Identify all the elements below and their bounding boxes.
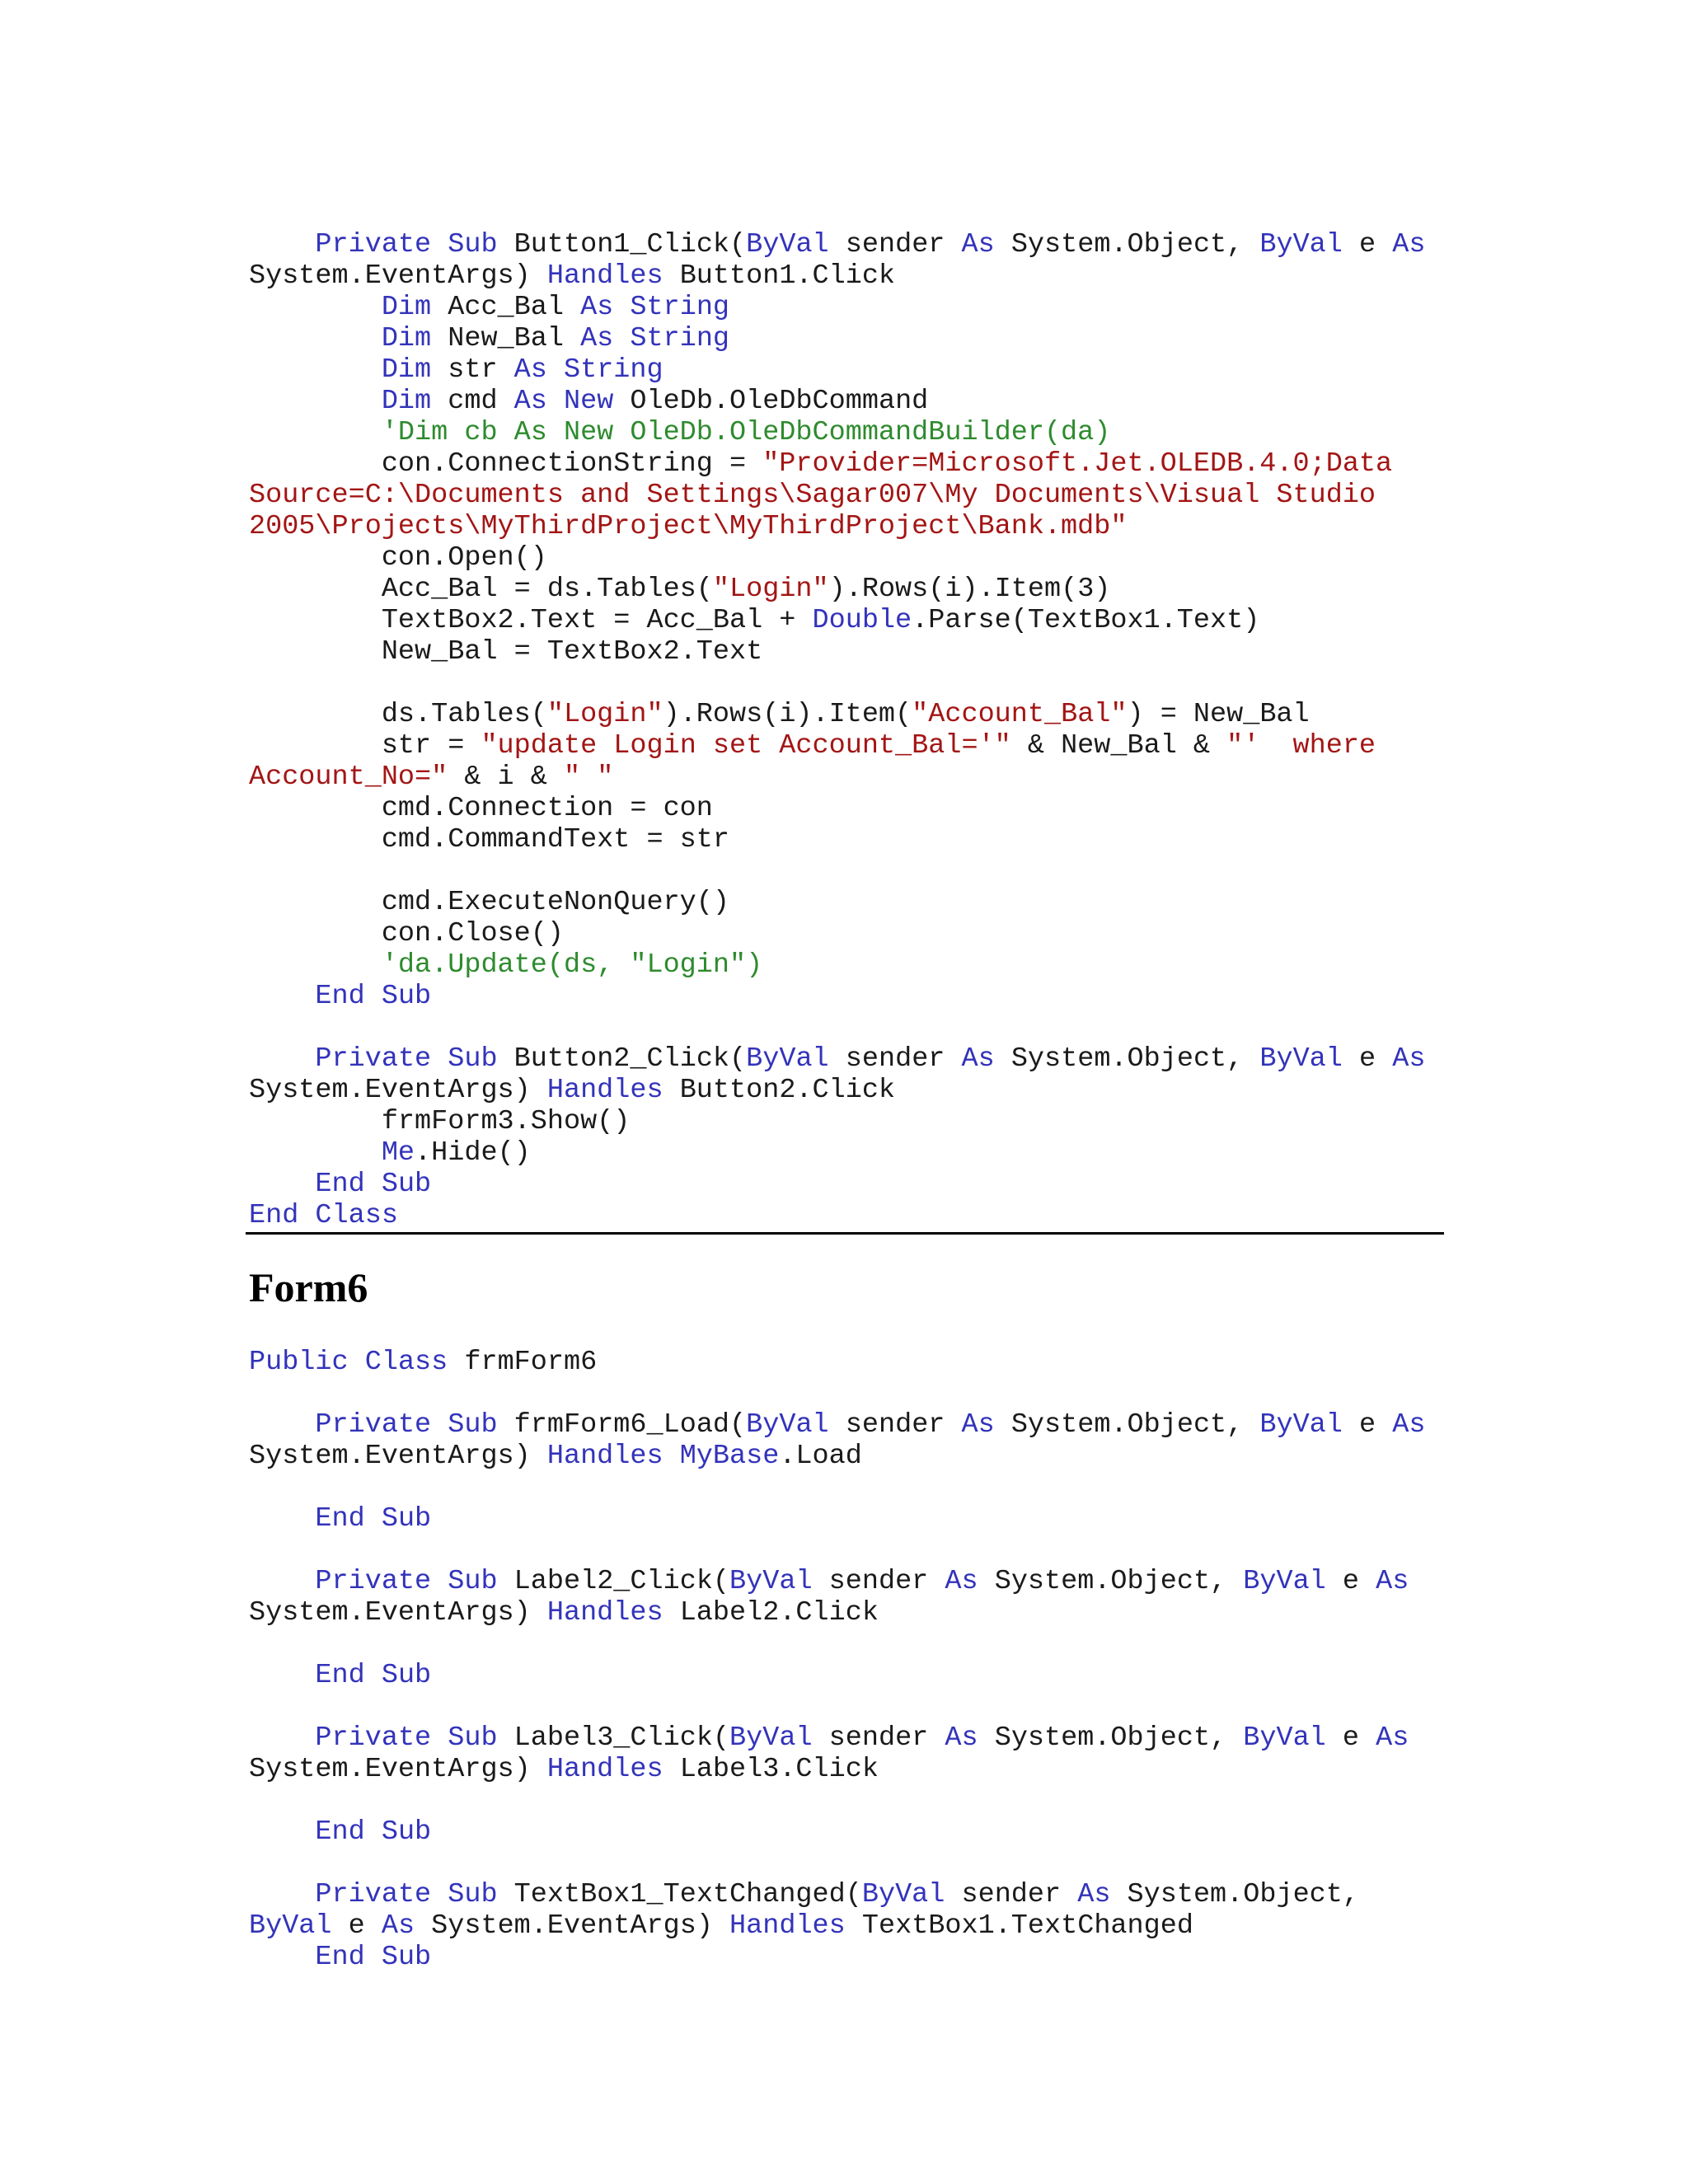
code-string: "update Login set Account_Bal='"	[481, 730, 1011, 762]
code-line	[249, 1848, 1425, 1879]
code-text	[431, 1879, 448, 1910]
code-keyword: Sub	[381, 1169, 432, 1200]
code-line	[249, 292, 1425, 323]
code-text	[613, 323, 630, 354]
code-text: System.Object,	[978, 1722, 1244, 1754]
code-text	[365, 1660, 382, 1691]
code-keyword: As	[961, 229, 995, 260]
code-text	[365, 981, 382, 1012]
code-keyword: As	[961, 1043, 995, 1075]
code-line	[249, 1409, 1425, 1441]
code-line	[249, 793, 1425, 824]
code-line	[249, 1597, 1425, 1629]
code-text	[431, 1722, 448, 1754]
code-text: & New_Bal &	[1010, 730, 1227, 762]
code-line	[249, 417, 1425, 448]
code-keyword: Public	[249, 1347, 349, 1378]
code-line	[249, 1472, 1425, 1503]
code-text: sender	[812, 1566, 945, 1597]
code-text	[349, 1347, 365, 1378]
code-text: System.Object,	[1110, 1879, 1359, 1910]
code-line	[249, 448, 1425, 480]
code-text	[298, 1200, 315, 1231]
code-text: frmForm6	[448, 1347, 598, 1378]
code-keyword: As	[513, 354, 547, 386]
code-keyword: ByVal	[1259, 1409, 1343, 1441]
code-text	[249, 949, 382, 981]
code-string: "Provider=Microsoft.Jet.OLEDB.4.0;Data	[762, 448, 1393, 480]
code-text: Label3_Click(	[497, 1722, 730, 1754]
code-line	[249, 1566, 1425, 1597]
code-text	[249, 981, 315, 1012]
code-text	[249, 1879, 315, 1910]
code-keyword: Dim	[381, 386, 432, 417]
code-text: System.Object,	[994, 1409, 1260, 1441]
code-text: & i &	[448, 762, 564, 793]
code-text: System.Object,	[994, 1043, 1260, 1075]
code-keyword: Handles	[546, 1075, 663, 1106]
code-text: Label2.Click	[663, 1597, 879, 1629]
code-text: con.Close()	[249, 918, 564, 949]
code-keyword: ByVal	[746, 1043, 829, 1075]
code-keyword: Handles	[546, 1441, 663, 1472]
code-keyword: String	[630, 292, 730, 323]
code-text: System.EventArgs)	[415, 1910, 730, 1942]
code-text	[249, 1660, 315, 1691]
code-text	[431, 229, 448, 260]
code-text	[249, 1043, 315, 1075]
code-text: ds.Tables(	[249, 699, 547, 730]
code-text	[249, 354, 382, 386]
code-line	[249, 855, 1425, 887]
code-text	[547, 386, 564, 417]
code-text: frmForm3.Show()	[249, 1106, 631, 1137]
code-line	[249, 636, 1425, 668]
code-text: sender	[828, 1409, 962, 1441]
code-string: "Login"	[546, 699, 663, 730]
code-keyword: ByVal	[1243, 1722, 1326, 1754]
code-keyword: As	[513, 386, 547, 417]
code-text: cmd.CommandText = str	[249, 824, 729, 855]
code-text	[249, 1816, 315, 1848]
code-line	[249, 1629, 1425, 1660]
code-line	[249, 1441, 1425, 1472]
code-text	[365, 1503, 382, 1535]
code-keyword: As	[580, 323, 614, 354]
code-text	[249, 386, 382, 417]
code-text: TextBox1_TextChanged(	[497, 1879, 862, 1910]
code-keyword: ByVal	[729, 1566, 813, 1597]
code-line	[249, 824, 1425, 855]
code-text	[249, 323, 382, 354]
code-text	[365, 1816, 382, 1848]
code-line	[249, 1075, 1425, 1106]
code-line	[249, 1503, 1425, 1535]
code-line	[249, 949, 1425, 981]
code-keyword: Sub	[381, 981, 432, 1012]
code-keyword: ByVal	[1259, 229, 1343, 260]
code-line	[249, 1785, 1425, 1816]
code-keyword: End	[315, 981, 365, 1012]
code-text	[249, 1169, 315, 1200]
code-line	[249, 918, 1425, 949]
code-keyword: ByVal	[249, 1910, 332, 1942]
code-text: TextBox2.Text = Acc_Bal +	[249, 605, 813, 636]
code-line	[249, 605, 1425, 636]
code-text	[249, 1566, 315, 1597]
code-line	[249, 323, 1425, 354]
code-text	[249, 229, 315, 260]
code-keyword: Class	[364, 1347, 448, 1378]
code-keyword: Dim	[381, 292, 432, 323]
code-text: e	[1342, 1043, 1393, 1075]
code-text: TextBox1.TextChanged	[845, 1910, 1193, 1942]
code-text	[249, 1942, 315, 1973]
code-line	[249, 542, 1425, 574]
code-text: con.ConnectionString =	[249, 448, 763, 480]
code-keyword: Sub	[448, 1566, 498, 1597]
code-text: e	[1342, 229, 1393, 260]
code-keyword: As	[1392, 1043, 1426, 1075]
code-text: cmd.ExecuteNonQuery()	[249, 887, 729, 918]
code-keyword: Me	[381, 1137, 415, 1169]
code-keyword: End	[315, 1660, 365, 1691]
code-keyword: Private	[315, 1722, 432, 1754]
code-text	[249, 292, 382, 323]
code-text	[613, 292, 630, 323]
code-keyword: MyBase	[679, 1441, 780, 1472]
code-string: " "	[563, 762, 614, 793]
code-text	[663, 1441, 680, 1472]
code-keyword: As	[961, 1409, 995, 1441]
code-text	[431, 1409, 448, 1441]
code-text: Button1_Click(	[497, 229, 747, 260]
code-line	[249, 1169, 1425, 1200]
code-keyword: As	[945, 1722, 978, 1754]
code-line	[249, 574, 1425, 605]
code-line	[249, 1816, 1425, 1848]
code-keyword: New	[564, 386, 614, 417]
code-line	[249, 762, 1425, 793]
code-line	[249, 1200, 1425, 1231]
code-line	[249, 1754, 1425, 1785]
code-text: System.EventArgs)	[249, 1754, 547, 1785]
code-keyword: As	[1077, 1879, 1111, 1910]
code-keyword: String	[630, 323, 730, 354]
code-text: .Load	[779, 1441, 862, 1472]
code-keyword: Dim	[381, 354, 432, 386]
code-keyword: Private	[315, 1566, 432, 1597]
code-text: sender	[828, 229, 962, 260]
code-keyword: As	[580, 292, 614, 323]
code-block-form5	[249, 229, 1425, 1231]
code-text: e	[1342, 1409, 1393, 1441]
code-keyword: As	[1376, 1566, 1409, 1597]
code-keyword: Sub	[381, 1816, 432, 1848]
code-block-form6	[249, 1347, 1425, 1973]
code-keyword: As	[1392, 229, 1426, 260]
code-text: str =	[249, 730, 481, 762]
code-string: "' where	[1226, 730, 1376, 762]
code-line	[249, 354, 1425, 386]
code-keyword: As	[945, 1566, 978, 1597]
code-line	[249, 1660, 1425, 1691]
code-keyword: As	[381, 1910, 415, 1942]
code-keyword: As	[1392, 1409, 1426, 1441]
code-keyword: ByVal	[861, 1879, 945, 1910]
code-text: New_Bal = TextBox2.Text	[249, 636, 763, 668]
code-keyword: Handles	[546, 1597, 663, 1629]
code-line	[249, 1879, 1425, 1910]
code-text	[249, 1409, 315, 1441]
code-line	[249, 1043, 1425, 1075]
code-keyword: Sub	[448, 229, 498, 260]
code-string: 2005\Projects\MyThirdProject\MyThirdProject\Bank.mdb"	[249, 511, 1128, 542]
code-keyword: Handles	[729, 1910, 846, 1942]
code-line	[249, 1691, 1425, 1722]
code-keyword: Private	[315, 1043, 432, 1075]
code-text: System.EventArgs)	[249, 260, 547, 292]
code-keyword: Private	[315, 1879, 432, 1910]
code-text: System.EventArgs)	[249, 1597, 547, 1629]
code-text: cmd.Connection = con	[249, 793, 713, 824]
code-string: "Account_Bal"	[912, 699, 1128, 730]
code-text	[431, 1043, 448, 1075]
code-text: con.Open()	[249, 542, 547, 574]
code-line	[249, 1378, 1425, 1409]
code-text: e	[331, 1910, 382, 1942]
code-string: "Login"	[712, 574, 829, 605]
code-line	[249, 1347, 1425, 1378]
code-text: .Hide()	[415, 1137, 531, 1169]
code-text: cmd	[431, 386, 514, 417]
code-line	[249, 730, 1425, 762]
code-text: Button1.Click	[663, 260, 896, 292]
code-text: e	[1325, 1722, 1376, 1754]
code-keyword: As	[1376, 1722, 1409, 1754]
code-text: frmForm6_Load(	[497, 1409, 747, 1441]
code-line	[249, 229, 1425, 260]
code-keyword: Private	[315, 1409, 432, 1441]
code-text: sender	[945, 1879, 1078, 1910]
code-text: System.Object,	[978, 1566, 1244, 1597]
code-keyword: End	[315, 1169, 365, 1200]
code-line	[249, 511, 1425, 542]
code-comment: 'Dim cb As New OleDb.OleDbCommandBuilder(da)	[381, 417, 1111, 448]
code-text: sender	[812, 1722, 945, 1754]
code-line	[249, 981, 1425, 1012]
code-keyword: Sub	[381, 1503, 432, 1535]
code-text: sender	[828, 1043, 962, 1075]
code-text: Acc_Bal	[431, 292, 581, 323]
code-line	[249, 1106, 1425, 1137]
code-keyword: Sub	[448, 1722, 498, 1754]
code-text	[249, 1137, 382, 1169]
code-keyword: Sub	[448, 1043, 498, 1075]
code-text: System.EventArgs)	[249, 1075, 547, 1106]
code-keyword: End	[315, 1816, 365, 1848]
code-keyword: Dim	[381, 323, 432, 354]
code-keyword: Sub	[381, 1942, 432, 1973]
code-keyword: End	[315, 1942, 365, 1973]
code-line	[249, 1535, 1425, 1566]
code-text: New_Bal	[431, 323, 581, 354]
code-keyword: Handles	[546, 1754, 663, 1785]
section-divider	[246, 1232, 1444, 1235]
code-text: Label2_Click(	[497, 1566, 730, 1597]
code-text	[547, 354, 564, 386]
code-line	[249, 386, 1425, 417]
code-text: Acc_Bal = ds.Tables(	[249, 574, 713, 605]
code-text: ) = New_Bal	[1127, 699, 1310, 730]
code-text: System.Object,	[994, 229, 1260, 260]
code-line	[249, 1942, 1425, 1973]
code-text	[249, 417, 382, 448]
code-keyword: End	[315, 1503, 365, 1535]
code-keyword: Double	[812, 605, 912, 636]
code-keyword: End	[249, 1200, 299, 1231]
code-text: str	[431, 354, 514, 386]
code-keyword: ByVal	[746, 229, 829, 260]
code-text	[365, 1169, 382, 1200]
code-line	[249, 887, 1425, 918]
code-keyword: Sub	[448, 1879, 498, 1910]
code-keyword: Private	[315, 229, 432, 260]
code-text: Button2_Click(	[497, 1043, 747, 1075]
code-text	[249, 1503, 315, 1535]
code-line	[249, 699, 1425, 730]
code-keyword: Sub	[381, 1660, 432, 1691]
code-text: .Parse(TextBox1.Text)	[912, 605, 1260, 636]
code-keyword: ByVal	[746, 1409, 829, 1441]
code-string: Account_No="	[249, 762, 448, 793]
code-text: System.EventArgs)	[249, 1441, 547, 1472]
code-keyword: ByVal	[1259, 1043, 1343, 1075]
code-line	[249, 1722, 1425, 1754]
code-text: Button2.Click	[663, 1075, 896, 1106]
code-line	[249, 1910, 1425, 1942]
code-line	[249, 668, 1425, 699]
code-keyword: String	[564, 354, 663, 386]
code-keyword: ByVal	[1243, 1566, 1326, 1597]
code-keyword: ByVal	[729, 1722, 813, 1754]
code-text: OleDb.OleDbCommand	[613, 386, 929, 417]
code-comment: 'da.Update(ds, "Login")	[381, 949, 763, 981]
code-line	[249, 1137, 1425, 1169]
code-text: Label3.Click	[663, 1754, 879, 1785]
code-text	[365, 1942, 382, 1973]
code-line	[249, 1012, 1425, 1043]
code-text	[249, 1722, 315, 1754]
code-line	[249, 480, 1425, 511]
code-keyword: Handles	[546, 260, 663, 292]
code-keyword: Class	[315, 1200, 398, 1231]
code-text: ).Rows(i).Item(	[663, 699, 912, 730]
code-line	[249, 260, 1425, 292]
code-string: Source=C:\Documents and Settings\Sagar007\My Documents\Visual Studio	[249, 480, 1376, 511]
code-text	[431, 1566, 448, 1597]
code-text: e	[1325, 1566, 1376, 1597]
code-text: ).Rows(i).Item(3)	[828, 574, 1111, 605]
code-keyword: Sub	[448, 1409, 498, 1441]
section-heading: Form6	[249, 1264, 368, 1310]
